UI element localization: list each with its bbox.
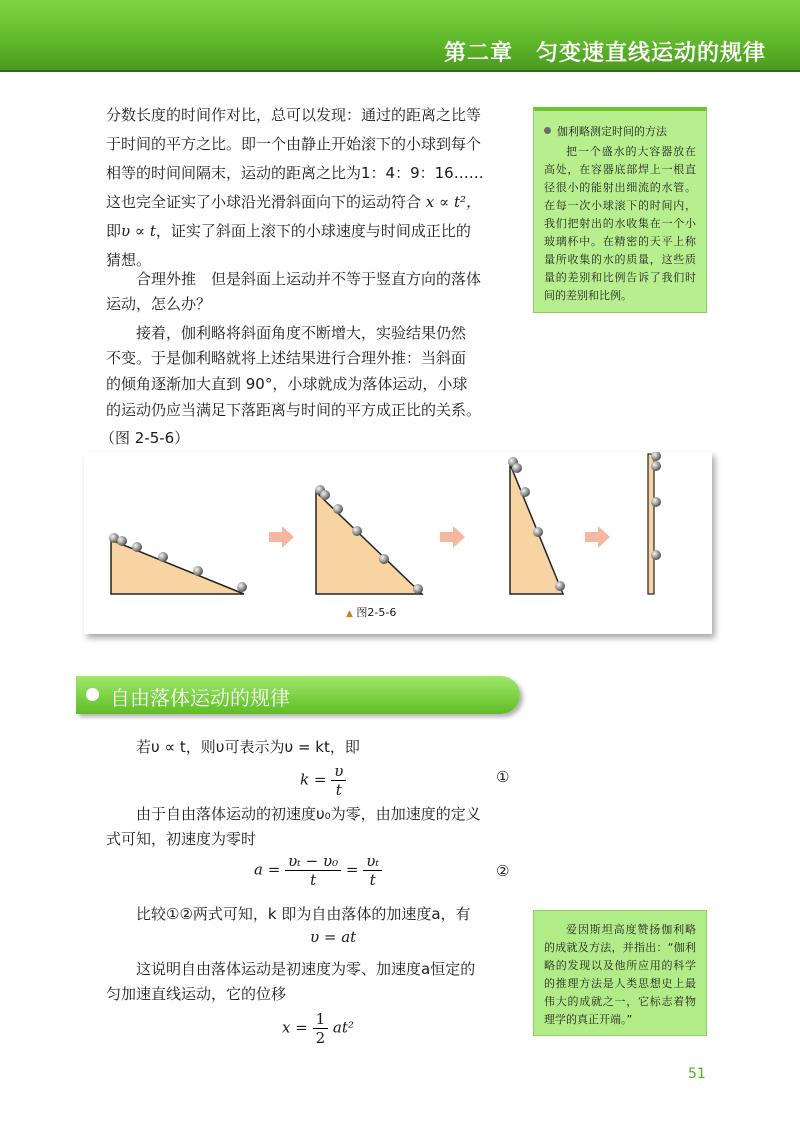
paragraph-3-line-1: 接着，伽利略将斜面角度不断增大，实验结果仍然 <box>136 324 467 342</box>
vertical-pole <box>648 454 654 594</box>
figure-reference: （图 2-5-6） <box>100 429 190 447</box>
derivation-line-4b: 匀加速直线运动，它的位移 <box>106 985 287 1003</box>
ball <box>352 526 362 536</box>
ball <box>379 554 389 564</box>
ball <box>520 487 530 497</box>
chapter-title: 第二章 匀变速直线运动的规律 <box>443 41 766 66</box>
equation-2-numerator-1: υₜ − υ₀ <box>285 852 341 871</box>
sidebar-heading <box>544 123 696 141</box>
paragraph-1-line-6: 猜想。 <box>106 251 152 269</box>
ball <box>533 527 543 537</box>
ball <box>132 542 142 552</box>
equation-4-rhs: at² <box>332 1018 354 1037</box>
figure-caption-text: 图2-5-6 <box>356 606 397 619</box>
paragraph-1-line-3: 相等的时间间隔末，运动的距离之比为1：4：9：16…… <box>106 164 484 182</box>
paragraph-1-line-5-prefix: 即 <box>106 222 122 240</box>
equation-2-denominator-1: t <box>310 871 317 889</box>
equation-4-denominator: 2 <box>315 1029 326 1047</box>
paragraph-1-line-2: 于时间的平方之比。即一个由静止开始滚下的小球到每个 <box>106 135 482 153</box>
paragraph-1-line-4 <box>106 188 520 217</box>
paragraph-1-line-5 <box>106 217 520 246</box>
figure-2-5-6 <box>84 452 712 634</box>
derivation-line-2a: 由于自由落体运动的初速度υ₀为零，由加速度的定义 <box>136 805 481 823</box>
ball <box>193 566 203 576</box>
sidebar-body: 把一个盛水的大容器放在高处，在容器底部焊上一根直径很小的能射出细流的水管。在每一次小球滚下的时间内，我们把射出的水收集在一个小玻璃杯中。在精密的天平上称量所收集的水的质量，这些质量的差别和比例告诉了我们时间的差别和比例。 <box>544 145 696 302</box>
derivation-line-1: 若υ ∝ t，则υ可表示为υ = kt，即 <box>136 738 360 756</box>
derivation-line-3: 比较①②两式可知，k 即为自由落体的加速度a，有 <box>136 905 471 923</box>
section-header <box>76 676 520 714</box>
formula-x-prop-t2: x ∝ t²， <box>425 193 481 211</box>
equation-4-lhs: x = <box>282 1018 308 1037</box>
chapter-header <box>0 0 800 72</box>
paragraph-2-line-1: 合理外推 但是斜面上运动并不等于竖直方向的落体 <box>136 270 482 288</box>
ball <box>651 497 661 507</box>
ball <box>333 504 343 514</box>
paragraph-1-line-1: 分数长度的时间作对比，总可以发现：通过的距离之比等 <box>106 106 482 124</box>
equation-2-fraction-1 <box>285 852 341 889</box>
sidebar-einstein-quote <box>533 910 707 1036</box>
ball <box>158 552 168 562</box>
arrow-icon <box>269 526 294 548</box>
arrow-icon <box>585 526 610 548</box>
equation-2-lhs: a = <box>254 860 281 879</box>
bullet-icon <box>544 127 551 134</box>
ball <box>413 584 423 594</box>
ball <box>555 581 565 591</box>
equation-1-lhs: k = <box>300 770 327 789</box>
equation-2-denominator-2: t <box>369 871 376 889</box>
incline-1 <box>111 540 244 594</box>
sidebar-galileo-timing <box>533 107 707 313</box>
paragraph-3-line-4: 的运动仍应当满足下落距离与时间的平方成正比的关系。 <box>106 401 482 419</box>
equation-1-label: ① <box>496 768 510 786</box>
derivation-line-4a: 这说明自由落体运动是初速度为零、加速度a恒定的 <box>136 960 476 978</box>
paragraph-3-line-2: 不变。于是伽利略就将上述结果进行合理外推：当斜面 <box>106 349 467 367</box>
equation-2-equals: = <box>345 860 359 879</box>
equation-2-fraction-2 <box>363 852 382 889</box>
equation-3: υ = at <box>310 928 357 946</box>
equation-1-numerator: υ <box>331 762 346 781</box>
incline-2 <box>316 492 422 594</box>
triangle-marker-icon: ▲ <box>346 609 353 619</box>
sidebar-quote-text: 爱因斯坦高度赞扬伽利略的成就及方法，并指出：“伽利略的发现以及他所应用的科学的推理方法是人类思想史上最伟大的成就之一，它标志着物理学的真正开端。” <box>544 923 696 1026</box>
equation-2 <box>254 852 382 889</box>
arrow-icon <box>440 526 465 548</box>
equation-2-numerator-2: υₜ <box>363 852 382 871</box>
equation-4-numerator: 1 <box>313 1010 329 1029</box>
ball <box>651 461 661 471</box>
sidebar-title: 伽利略测定时间的方法 <box>557 125 667 138</box>
ball <box>320 490 330 500</box>
section-bullet-icon <box>86 688 99 701</box>
derivation-line-2b: 式可知，初速度为零时 <box>106 830 257 848</box>
equation-2-label: ② <box>496 862 510 880</box>
section-title: 自由落体运动的规律 <box>110 686 290 710</box>
ball <box>117 536 127 546</box>
figure-caption <box>346 604 396 620</box>
page-number: 51 <box>688 1066 706 1082</box>
incline-diagram <box>84 452 712 634</box>
paragraph-2-line-2: 运动，怎么办？ <box>106 295 212 313</box>
equation-1 <box>300 762 346 799</box>
equation-1-denominator: t <box>335 781 342 799</box>
equation-4-fraction <box>313 1010 329 1047</box>
ball <box>237 582 247 592</box>
equation-4 <box>282 1010 354 1047</box>
ball <box>651 550 661 560</box>
paragraph-3-line-3: 的倾角逐渐加大直到 90°，小球就成为落体运动，小球 <box>106 375 468 393</box>
paragraph-1-line-5-text: ，证实了斜面上滚下的小球速度与时间成正比的 <box>155 222 471 240</box>
ball <box>512 463 522 473</box>
equation-1-fraction <box>331 762 346 799</box>
paragraph-1-line-4-text: 这也完全证实了小球沿光滑斜面向下的运动符合 <box>106 193 422 211</box>
formula-v-prop-t: υ ∝ t <box>121 222 156 240</box>
